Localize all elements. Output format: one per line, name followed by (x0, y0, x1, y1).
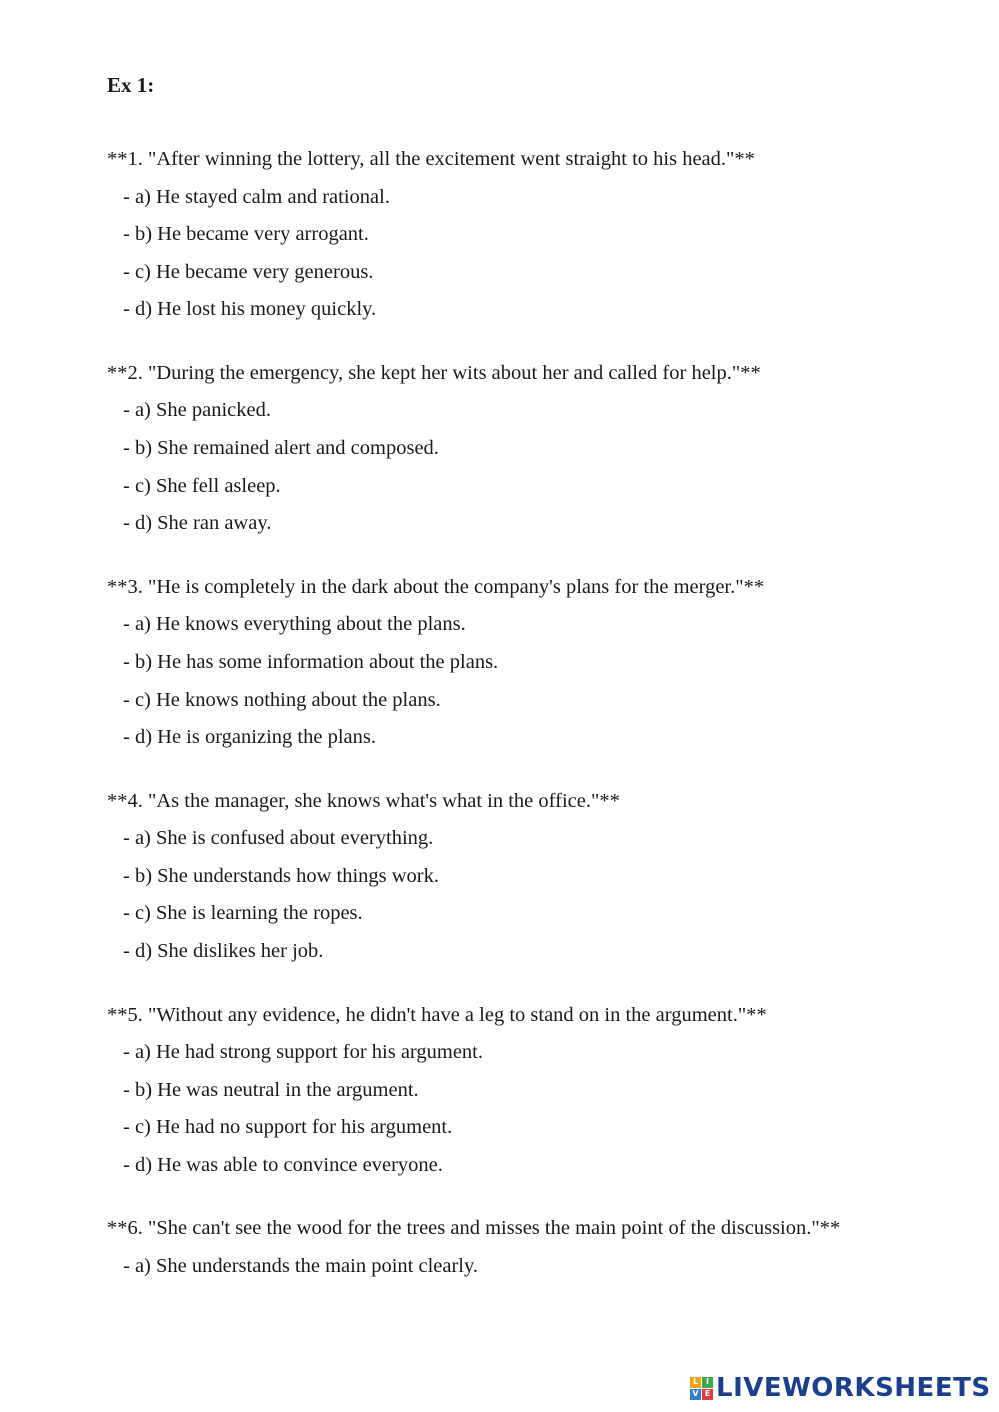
answer-option-c: - c) He knows nothing about the plans. (123, 688, 441, 711)
question-text: **4. "As the manager, she knows what's what in the office."** (107, 789, 620, 812)
logo-grid-icon (690, 1377, 713, 1400)
answer-option-b: - b) She understands how things work. (123, 864, 440, 887)
answer-option-b: - b) She remained alert and composed. (123, 437, 439, 460)
logo-cell-e: E (702, 1389, 713, 1400)
answer-option-d: - d) She ran away. (123, 512, 272, 535)
liveworksheets-logo (690, 1372, 991, 1404)
answer-option-a: - a) He knows everything about the plans. (123, 613, 466, 636)
logo-cell-v: V (690, 1389, 701, 1400)
answer-option-b: - b) He became very arrogant. (123, 223, 369, 246)
answer-option-c: - c) He had no support for his argument. (123, 1116, 453, 1139)
question-text: **1. "After winning the lottery, all the excitement went straight to his head."** (107, 148, 755, 170)
question-4 (107, 788, 967, 964)
answer-option-c: - c) She fell asleep. (123, 474, 281, 497)
answer-option-a: - a) She is confused about everything. (123, 827, 434, 850)
exercise-heading: Ex 1: (107, 73, 155, 97)
logo-cell-l: L (690, 1377, 701, 1388)
question-6 (107, 1215, 967, 1279)
answer-option-a: - a) He stayed calm and rational. (123, 185, 390, 208)
logo-text: LIVEWORKSHEETS (716, 1373, 991, 1403)
answer-option-d: - d) He is organizing the plans. (123, 726, 376, 749)
answer-option-d: - d) She dislikes her job. (123, 940, 324, 962)
question-5 (107, 1002, 967, 1178)
logo-cell-i: I (702, 1377, 713, 1388)
answer-option-c: - c) He became very generous. (123, 260, 374, 283)
answer-option-d: - d) He was able to convince everyone. (123, 1153, 443, 1176)
answer-option-d: - d) He lost his money quickly. (123, 298, 377, 321)
question-3 (107, 574, 967, 750)
question-text: **5. "Without any evidence, he didn't have a leg to stand on in the argument."** (107, 1003, 767, 1026)
question-2 (107, 360, 967, 536)
answer-option-a: - a) He had strong support for his argument. (123, 1041, 484, 1064)
question-text: **2. "During the emergency, she kept her wits about her and called for help."** (107, 361, 761, 384)
question-text: **3. "He is completely in the dark about the company's plans for the merger."** (107, 575, 765, 598)
answer-option-a: - a) She panicked. (123, 399, 271, 422)
answer-option-a: - a) She understands the main point clearly. (123, 1254, 479, 1277)
question-text: **6. "She can't see the wood for the trees and misses the main point of the discussion."** (107, 1217, 841, 1240)
question-list (107, 146, 967, 1316)
question-1 (107, 146, 967, 322)
answer-option-b: - b) He has some information about the plans. (123, 650, 499, 673)
answer-option-c: - c) She is learning the ropes. (123, 902, 363, 925)
answer-option-b: - b) He was neutral in the argument. (123, 1078, 419, 1101)
